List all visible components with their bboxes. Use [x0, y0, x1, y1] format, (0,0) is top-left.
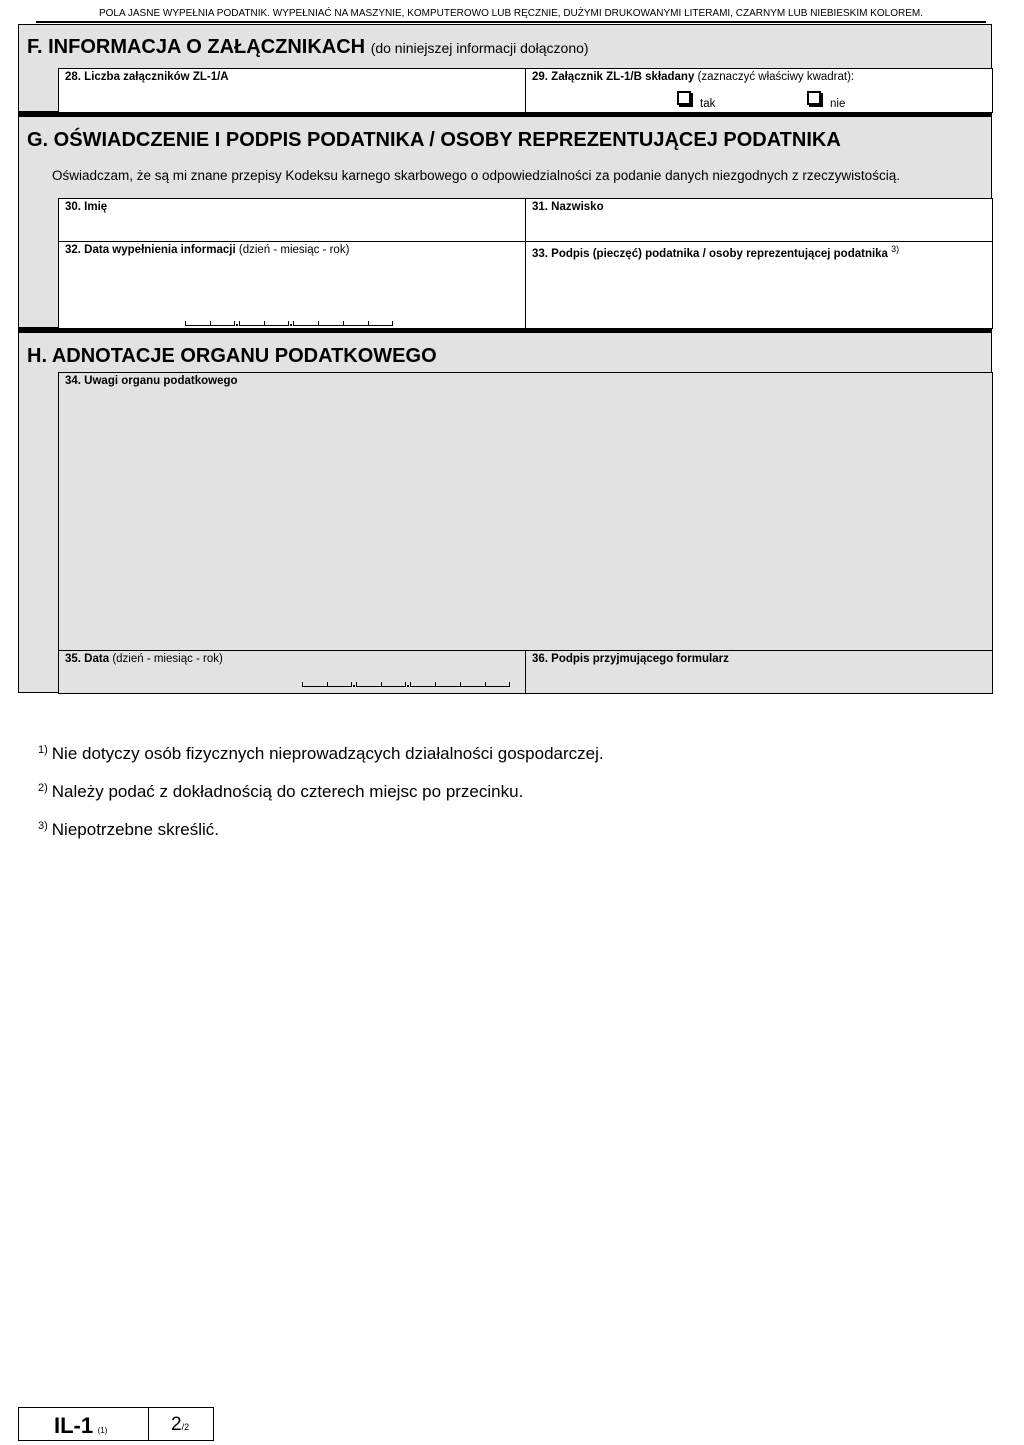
- field-30-label: 30. Imię: [65, 201, 108, 213]
- field-32-fill-date[interactable]: [58, 241, 526, 329]
- checkbox-nie[interactable]: [807, 91, 821, 105]
- instruction-note: POLA JASNE WYPEŁNIA PODATNIK. WYPEŁNIAĆ NA MASZYNIE, KOMPUTEROWO LUB RĘCZNIE, DUŻYMI DRUKOWANYMI LITERAMI, CZARNYM LUB NIEBIESKIM KOLOREM.: [98, 8, 924, 19]
- date-entry-boxes: [185, 320, 393, 326]
- checkbox-nie-label: nie: [830, 98, 846, 110]
- section-g: [18, 116, 992, 328]
- form-code-box: [18, 1407, 149, 1441]
- checkbox-tak-label: tak: [700, 98, 716, 110]
- section-f: [18, 24, 992, 112]
- field-34-tax-office-remarks[interactable]: [58, 372, 993, 651]
- field-29-attachment-zl1b: [525, 68, 993, 113]
- checkbox-tak[interactable]: [677, 91, 691, 105]
- field-31-label: 31. Nazwisko: [532, 201, 604, 213]
- field-35-date[interactable]: [58, 650, 526, 694]
- divider-tick: [524, 112, 530, 114]
- field-28-label: 28. Liczba załączników ZL-1/A: [65, 71, 229, 83]
- field-33-signature[interactable]: [525, 241, 993, 329]
- footnote-1: $^{1)}$ Nie dotyczy osób fizycznych nieprowadzących działalności gospodarczej.: [38, 744, 604, 763]
- declaration-statement: Oświadczam, że są mi znane przepisy Kodeksu karnego skarbowego o odpowiedzialności za podanie danych niezgodnych z rzeczywistością.: [52, 168, 900, 183]
- field-33-label: 33. Podpis (pieczęć) podatnika / osoby reprezentującej podatnika $^{3)}$: [532, 244, 900, 260]
- form-version: (1): [97, 1426, 108, 1435]
- section-g-title: G. OŚWIADCZENIE I PODPIS PODATNIKA / OSOBY REPREZENTUJĄCEJ PODATNIKA: [27, 129, 841, 151]
- field-31-last-name[interactable]: [525, 198, 993, 242]
- section-f-title: F. INFORMACJA O ZAŁĄCZNIKACH (do niniejszej informacji dołączono): [27, 36, 589, 58]
- footnote-2: $^{2)}$ Należy podać z dokładnością do czterech miejsc po przecinku.: [38, 782, 524, 801]
- divider-tick: [58, 112, 64, 114]
- field-32-label: 32. Data wypełnienia informacji (dzień - miesiąc - rok): [65, 244, 350, 256]
- top-rule: [36, 21, 986, 23]
- field-30-first-name[interactable]: [58, 198, 526, 242]
- field-36-label: 36. Podpis przyjmującego formularz: [532, 653, 729, 665]
- field-34-label: 34. Uwagi organu podatkowego: [65, 375, 238, 387]
- section-h: [18, 332, 992, 693]
- section-h-title: H. ADNOTACJE ORGANU PODATKOWEGO: [27, 345, 437, 367]
- field-28-attachments-count[interactable]: [58, 68, 526, 113]
- date-entry-boxes: [302, 681, 510, 687]
- form-code: IL-1 (1): [54, 1413, 108, 1438]
- field-35-label: 35. Data (dzień - miesiąc - rok): [65, 653, 223, 665]
- section-f-subtitle: (do niniejszej informacji dołączono): [370, 40, 589, 56]
- field-29-label: 29. Załącznik ZL-1/B składany (zaznaczyć właściwy kwadrat):: [532, 71, 855, 83]
- footnote-3: $^{3)}$ Niepotrzebne skreślić.: [38, 820, 220, 839]
- page-number: 2/2: [171, 1414, 190, 1435]
- page-number-box: [148, 1407, 214, 1441]
- field-36-receiver-signature[interactable]: [525, 650, 993, 694]
